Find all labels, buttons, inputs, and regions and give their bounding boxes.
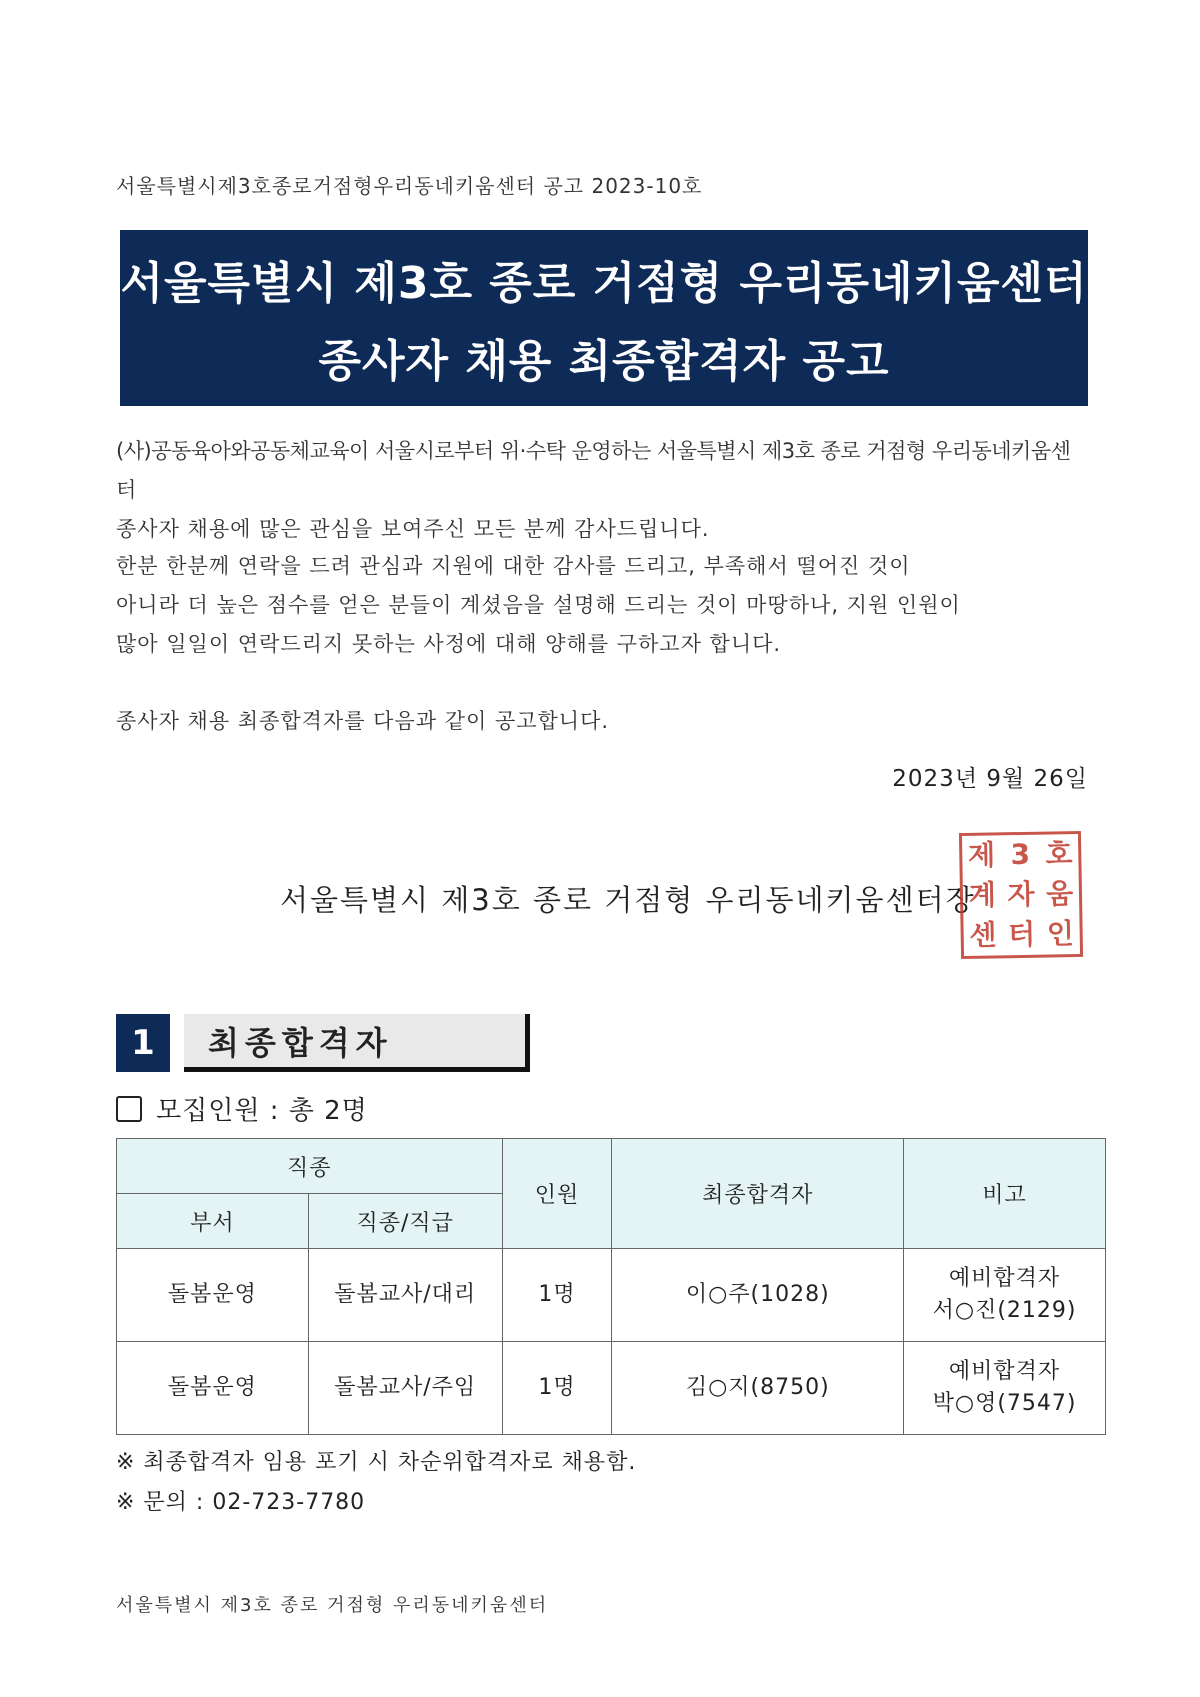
seal-char: 움 [1045, 877, 1074, 911]
cell-remarks [904, 1249, 1106, 1342]
title-banner [120, 230, 1088, 406]
apology-line-1: 한분 한분께 연락을 드려 관심과 지원에 대한 감사를 드리고, 부족해서 떨어진 것이 [116, 554, 911, 578]
remark-name: 서○진(2129) [932, 1298, 1077, 1323]
cell-dept: 돌봄운영 [117, 1249, 309, 1342]
finalists-table [116, 1138, 1106, 1435]
apology-line-3: 많아 일일이 연락드리지 못하는 사정에 대해 양해를 구하고자 합니다. [116, 632, 782, 656]
header-job-type: 직종 [117, 1139, 503, 1194]
seal-char: 3 [1010, 837, 1031, 872]
checkbox-icon [116, 1096, 142, 1122]
signature: 서울특별시 제3호 종로 거점형 우리동네키움센터장 [280, 883, 976, 917]
title-line-2: 종사자 채용 최종합격자 공고 [318, 336, 890, 387]
seal-char: 인 [1046, 917, 1075, 951]
remark-label: 예비합격자 [948, 1359, 1061, 1384]
header-finalists: 최종합격자 [612, 1139, 904, 1249]
recruit-count-text: 모집인원 : 총 2명 [156, 1096, 368, 1126]
section-number: 1 [116, 1014, 170, 1072]
header-dept: 부서 [117, 1194, 309, 1249]
title-line-1: 서울특별시 제3호 종로 거점형 우리동네키움센터 [120, 258, 1088, 309]
apology-line-2: 아니라 더 높은 점수를 얻은 분들이 계셨음을 설명해 드리는 것이 마땅하나, 지원 인원이 [116, 593, 961, 617]
seal-char: 자 [1007, 877, 1035, 912]
intro-line-1: (사)공동육아와공동체교육이 서울시로부터 위·수탁 운영하는 서울특별시 제3호 종로 거점형 우리동네키움센터 [116, 439, 1071, 502]
table-row [117, 1342, 1106, 1435]
seal-char: 계 [968, 878, 997, 912]
note-contact: ※ 문의 : 02-723-7780 [116, 1490, 366, 1515]
apology-paragraph [116, 547, 1088, 664]
cell-count: 1명 [502, 1249, 612, 1342]
official-seal [959, 831, 1083, 959]
header-position: 직종/직급 [308, 1194, 502, 1249]
remark-name: 박○영(7547) [932, 1391, 1077, 1416]
recruit-count [116, 1090, 368, 1127]
section-title: 최종합격자 [184, 1014, 530, 1072]
cell-count: 1명 [502, 1342, 612, 1435]
seal-char: 센 [969, 918, 997, 952]
intro-line-2: 종사자 채용에 많은 관심을 보여주신 모든 분께 감사드립니다. [116, 517, 710, 541]
seal-char: 호 [1045, 837, 1073, 871]
notes [116, 1443, 636, 1523]
cell-finalist: 김○지(8750) [612, 1342, 904, 1435]
header-remarks: 비고 [904, 1139, 1106, 1249]
notice-number: 서울특별시제3호종로거점형우리동네키움센터 공고 2023-10호 [116, 174, 703, 198]
header-count: 인원 [502, 1139, 612, 1249]
cell-position: 돌봄교사/대리 [308, 1249, 502, 1342]
seal-char: 제 [967, 838, 996, 872]
table-row [117, 1249, 1106, 1342]
intro-paragraph [116, 432, 1088, 549]
cell-remarks [904, 1342, 1106, 1435]
notice-date: 2023년 9월 26일 [892, 766, 1088, 792]
note-reserve: ※ 최종합격자 임용 포기 시 차순위합격자로 채용함. [116, 1450, 637, 1475]
announce-paragraph: 종사자 채용 최종합격자를 다음과 같이 공고합니다. [116, 709, 610, 733]
cell-finalist: 이○주(1028) [612, 1249, 904, 1342]
cell-dept: 돌봄운영 [117, 1342, 309, 1435]
remark-label: 예비합격자 [948, 1266, 1061, 1291]
footer: 서울특별시 제3호 종로 거점형 우리동네키움센터 [116, 1595, 549, 1616]
cell-position: 돌봄교사/주임 [308, 1342, 502, 1435]
seal-char: 터 [1007, 917, 1036, 952]
